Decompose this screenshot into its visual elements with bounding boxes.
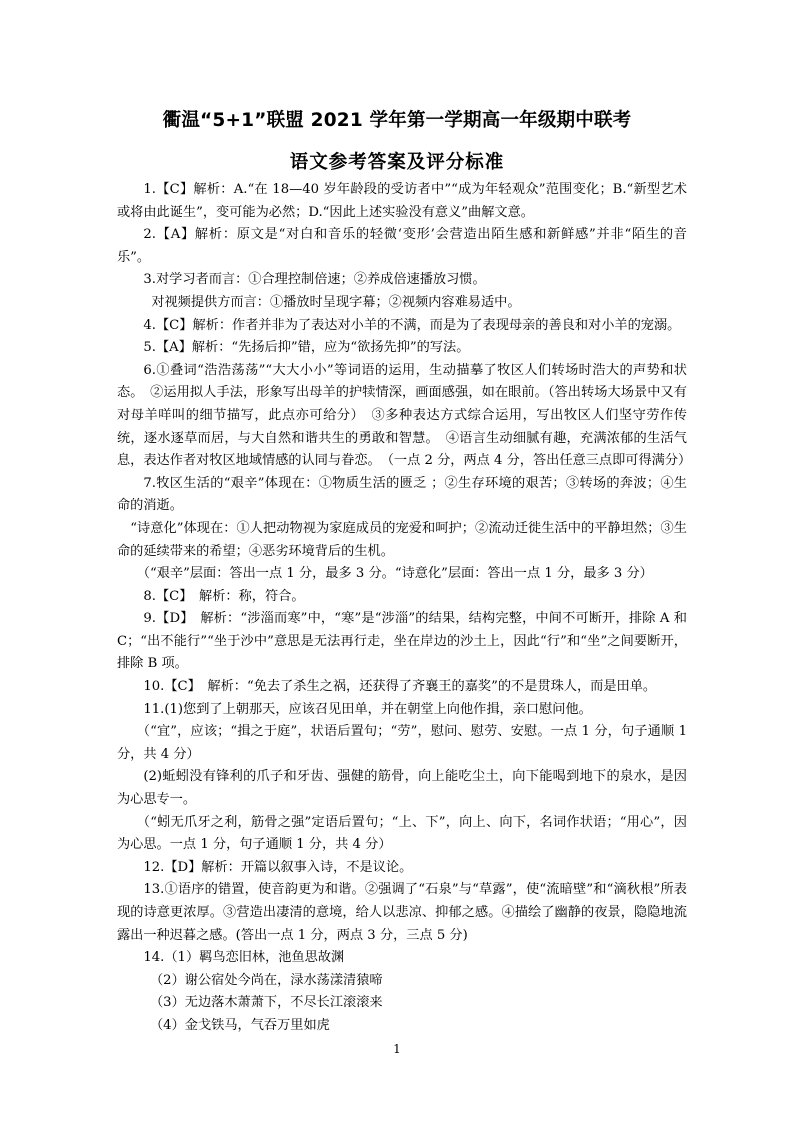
answer-11-2-scoring: （“蚓无爪牙之利，筋骨之强”定语后置句；“上、下”，向上、向下，名词作状语；“用心”，因为心思。一点 1 分，句子通顺 1 分，共 4 分） [117,814,687,853]
answer-8: 8.【C】 解析：称，符合。 [143,588,305,604]
answer-13: 13.①语序的错置，使音韵更为和谐。②强调了“石泉”与“草露”，使“流暗壁”和“滴秋根”所表现的诗意更浓厚。③营造出凄清的意境，给人以悲凉、抑郁之感。④描绘了幽静的夜景，隐隐地流露出一种迟暮之感。(答出一点 1 分，两点 3 分，三点 5 分) [117,882,687,943]
answer-11-1-scoring: （“宜”，应该；“揖之于庭”，状语后置句；“劳”，慰问、慰劳、安慰。一点 1 分，句子通顺 1 分，共 4 分） [117,724,687,762]
answer-11-2: (2)蚯蚓没有锋利的爪子和牙齿、强健的筋骨，向上能吃尘土，向下能喝到地下的泉水，是因为心思专一。 [117,769,687,808]
answer-7-poetic: “诗意化”体现在：①人把动物视为家庭成员的宠爱和呵护；②流动迁徙生活中的平静坦然；③生命的延续带来的希望；④恶劣环境背后的生机。 [117,520,687,559]
answer-7-scoring: （“艰辛”层面：答出一点 1 分，最多 3 分。“诗意化”层面：答出一点 1 分，最多 3 分） [136,566,653,582]
answer-content [117,179,692,1038]
answer-4: 4.【C】解析：作者并非为了表达对小羊的不满，而是为了表现母亲的善良和对小羊的宠溺。 [143,317,681,333]
answer-11-1: 11.(1)您到了上朝那天，应该召见田单，并在朝堂上向他作揖，亲口慰问他。 [143,701,592,717]
answer-3-cont: 对视频提供方而言：①播放时呈现字幕；②视频内容难易适中。 [151,294,521,310]
answer-14-3: （3）无边落木萧萧下，不尽长江滚滚来 [150,995,383,1011]
page-title: 衢温“5+1”联盟 2021 学年第一学期高一年级期中联考 [162,110,632,131]
answer-6: 6.①叠词“浩浩荡荡”“大大小小”等词语的运用，生动描摹了牧区人们转场时浩大的声势和状态。 ②运用拟人手法，形象写出母羊的护犊情深，画面感强，如在眼前。（答出转场大场景中又有对母羊咩叫的细节描写，此点亦可给分） ③多种表达方式综合运用，写出牧区人们坚守劳作传统，逐水逐草而居，与大自然和谐共生的勇敢和智慧。 ④语言生动细腻有趣，充满浓郁的生活气息，表达作者对牧区地域情感的认同与眷恋。 （一点 2 分，两点 4 分，答出任意三点即可得满分） [117,362,692,469]
answer-2: 2.【A】解析：原文是“对白和音乐的轻微‘变形’会营造出陌生感和新鲜感”并非“陌生的音乐”。 [117,227,687,265]
answer-5: 5.【A】解析：“先扬后抑”错，应为“欲扬先抑”的写法。 [143,340,470,356]
answer-9: 9.【D】 解析：“涉淄而寒”中，“寒”是“涉淄”的结果，结构完整，中间不可断开，排除 A 和 C；“出不能行”“坐于沙中”意思是无法再行走，坐在岸边的沙土上，因此“行”和“坐”之间要断开，排除 B 项。 [117,611,687,672]
answer-3: 3.对学习者而言：①合理控制倍速；②养成倍速播放习惯。 [143,272,486,288]
answer-1: 1.【C】解析：A.“在 18—40 岁年龄段的受访者中”“成为年轻观众”范围变化；B.“新型艺术或将由此诞生”，变可能为必然；D.“因此上述实验没有意义”曲解文意。 [117,182,687,220]
answer-14: 14.（1）羁鸟恋旧林，池鱼思故渊 [143,950,345,966]
answer-12: 12.【D】解析：开篇以叙事入诗，不是议论。 [143,859,413,875]
page-number: 1 [393,1042,401,1056]
answer-7: 7.牧区生活的“艰辛”体现在：①物质生活的匮乏 ；②生存环境的艰苦；③转场的奔波；④生命的消逝。 [117,475,687,514]
answer-14-4: （4）金戈铁马，气吞万里如虎 [150,1017,330,1033]
page-subtitle: 语文参考答案及评分标准 [289,152,505,173]
answer-14-2: （2）谢公宿处今尚在，渌水荡漾清猿啼 [150,972,383,988]
answer-10: 10.【C】 解析：“免去了杀生之祸，还获得了齐襄王的嘉奖”的不是贯珠人，而是田单。 [143,679,657,695]
